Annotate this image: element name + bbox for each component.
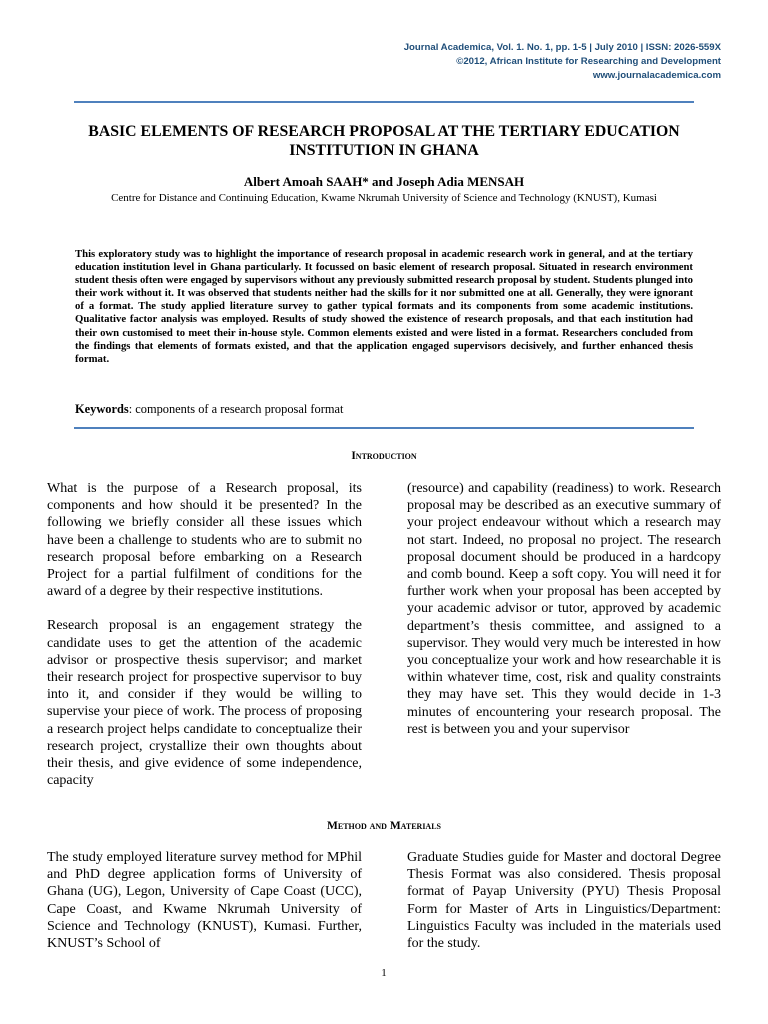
intro-paragraph-1: What is the purpose of a Research proposal, its components and how should it be presented? In the following we briefly consider all these issues which have been a challenge to students who are to submit no research proposal before embarking on a Research Project for a partial fulfilment of conditions for the award of a degree by their respective institutions.: [47, 481, 362, 600]
page-number: 1: [381, 967, 387, 979]
author-affiliation: Centre for Distance and Continuing Education, Kwame Nkrumah University of Science and Technology (KNUST), Kumasi: [111, 192, 657, 204]
journal-citation: Journal Academica, Vol. 1. No. 1, pp. 1-5 | July 2010 | ISSN: 2026-559X: [403, 42, 721, 53]
copyright-line: ©2012, African Institute for Researching and Development: [456, 56, 721, 67]
header-divider: [74, 101, 694, 103]
introduction-left-column: [47, 480, 362, 789]
method-paragraph-1: The study employed literature survey method for MPhil and PhD degree application forms of University of Ghana (UG), Legon, University of Cape Coast (UCC), Cape Coast, and Kwame Nkrumah University of Science and Technology (KNUST), Kumasi. Further, KNUST’s School of: [47, 850, 362, 952]
intro-paragraph-2: Research proposal is an engagement strategy the candidate uses to get the attention of the academic advisor or prospective thesis supervisor; and market their research project for prospective supervisor to buy into it, and consider if they would be willing to supervise your piece of work. The process of proposing a research project helps candidate to conceptualize their research project, crystallize their own thoughts about their thesis, and give evidence of some independence, capacity: [47, 618, 362, 789]
keywords: [75, 401, 693, 417]
paper-title: BASIC ELEMENTS OF RESEARCH PROPOSAL AT THE TERTIARY EDUCATION INSTITUTION IN GHANA: [88, 123, 680, 159]
method-left-column: [47, 849, 362, 952]
abstract: This exploratory study was to highlight the importance of research proposal in academic research work in general, and at the tertiary education institution level in Ghana particularly. It focussed on basic element of research proposal. Situated in research environment student thesis often were engaged by supervisors without any previously submitted research proposal by student. Students plunged into their work without it. It was observed that students neither had the skills for it nor submitted one at all. Generally, they were ignorant of a format. The study applied literature survey to gather typical formats and its components from some academic institutions. Qualitative factor analysis was employed. Results of study showed the existence of research proposals, and that each institution had their own customised to meet their in-house style. Common elements existed and were listed in a format. Researchers concluded from the findings that elements of formats existed, and that the application engaged supervisors decisively, and further enhanced thesis format.: [75, 248, 693, 365]
intro-paragraph-3: (resource) and capability (readiness) to work. Research proposal may be described as an executive summary of your project endeavour without which a research may not start. Indeed, no proposal no project. The research proposal document should be produced in a hardcopy and comb bound. Keep a soft copy. You will need it for further work when your proposal has been accepted by your academic advisor or tutor, approved by academic department’s thesis committee, and assigned to a supervisor. They would very much be interested in how you conceptualize your work and how researchable it is within whatever time, cost, risk and quality constraints they may have set. This they would decide in 1-3 minutes of encountering your research proposal. The rest is between you and your supervisor: [407, 481, 721, 737]
journal-header: [404, 41, 721, 83]
keywords-label: Keywords: [75, 402, 129, 416]
method-right-column: [407, 849, 721, 952]
introduction-right-column: [407, 480, 721, 738]
method-heading: Method and Materials: [327, 820, 441, 832]
abstract-divider: [74, 427, 694, 429]
keywords-text: : components of a research proposal format: [128, 402, 344, 416]
introduction-heading: Introduction: [351, 450, 417, 462]
journal-website-link[interactable]: www.journalacademica.com: [592, 70, 721, 81]
method-paragraph-2: Graduate Studies guide for Master and doctoral Degree Thesis Format was also considered. Thesis proposal format of Payap University (PYU) Thesis Proposal Form for Master of Arts in Linguistics/Department: Linguistics Faculty was included in the materials used for the study.: [407, 850, 721, 952]
paper-authors: Albert Amoah SAAH* and Joseph Adia MENSAH: [243, 174, 525, 189]
